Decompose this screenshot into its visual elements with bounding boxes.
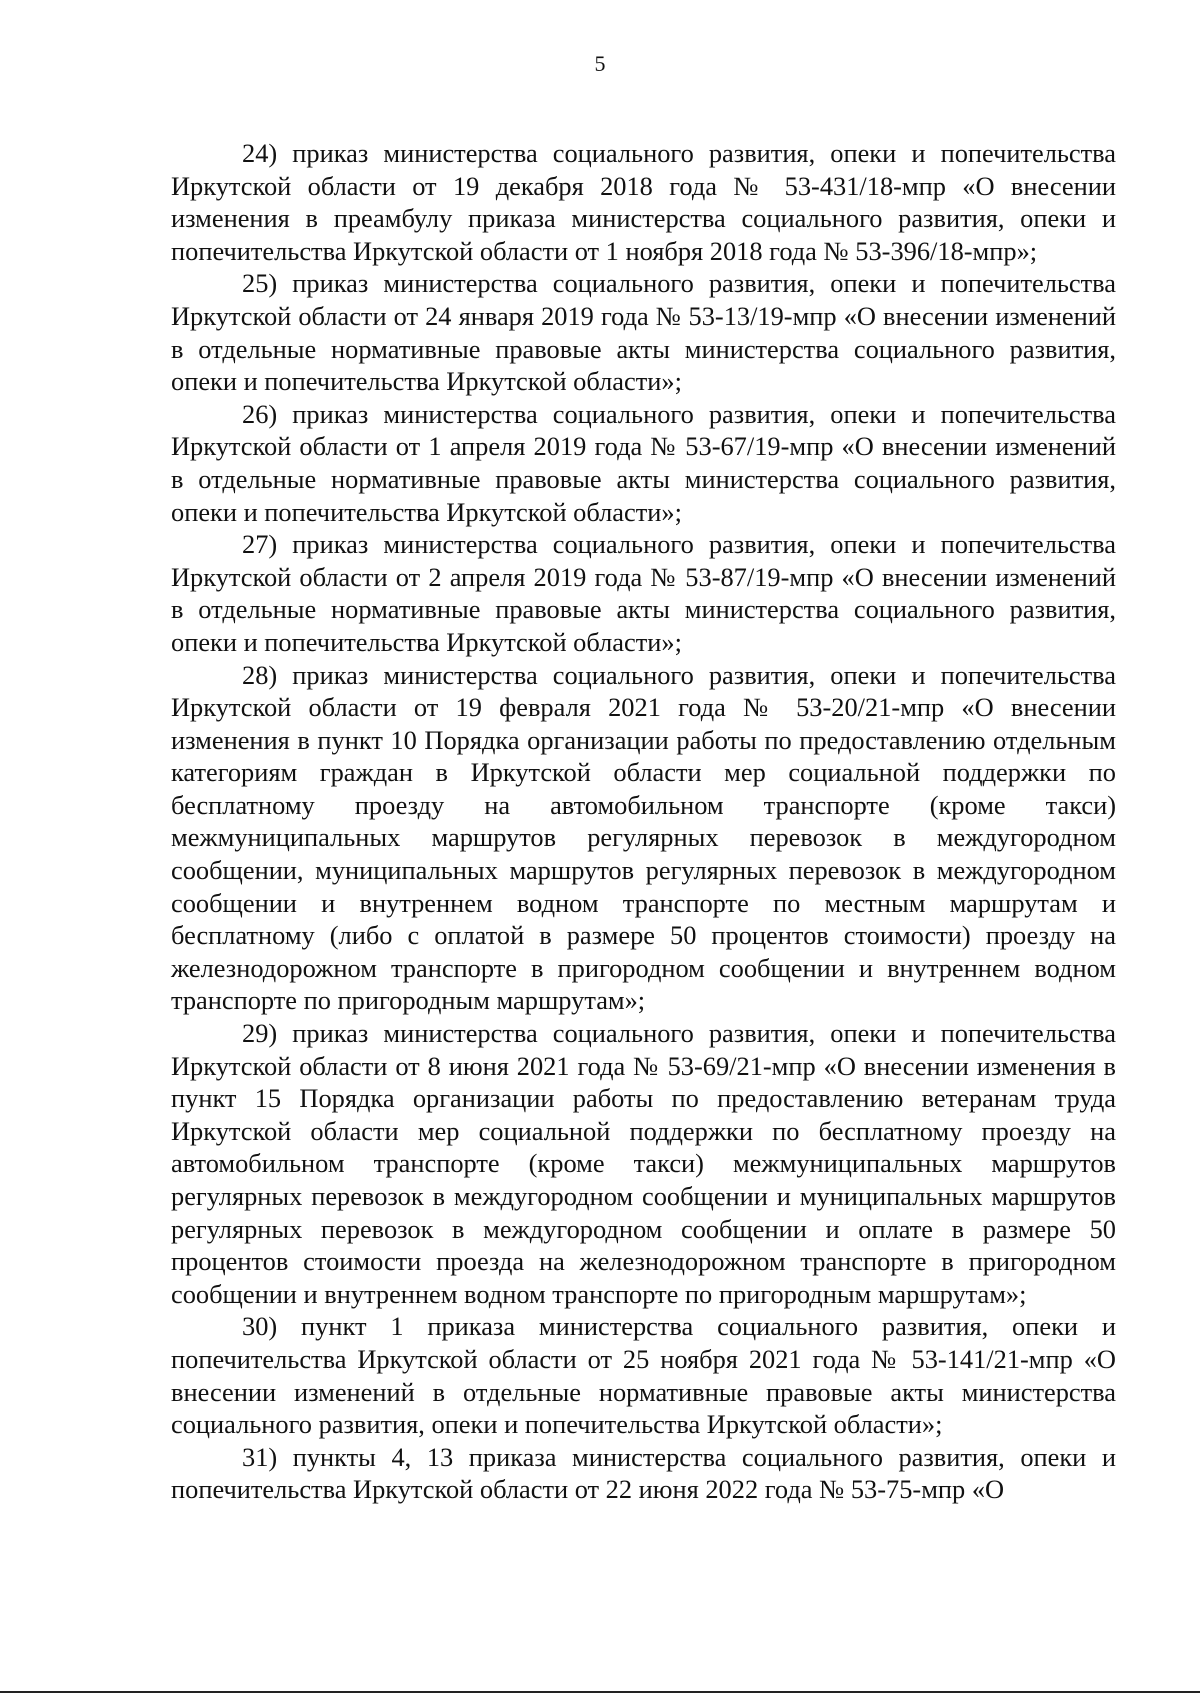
list-item-31: 31) пункты 4, 13 приказа министерства социального развития, опеки и попечительства Иркутской области от 22 июня 2022 года № 53-75-мпр «О [171,1441,1116,1505]
page-bottom-edge [0,1691,1200,1693]
list-item-30: 30) пункт 1 приказа министерства социального развития, опеки и попечительства Иркутской области от 25 ноября 2021 года № 53-141/21-мпр «О внесении изменений в отдельные нормативные правовые акты министерства социального развития, опеки и попечительства Иркутской области»; [171,1311,1116,1440]
document-body [171,137,1116,1506]
list-item-24: 24) приказ министерства социального развития, опеки и попечительства Иркутской области от 19 декабря 2018 года № 53-431/18-мпр «О внесении изменения в преамбулу приказа министерства социального развития, опеки и попечительства Иркутской области от 1 ноября 2018 года № 53-396/18-мпр»; [171,138,1116,266]
list-item-26: 26) приказ министерства социального развития, опеки и попечительства Иркутской области от 1 апреля 2019 года № 53-67/19-мпр «О внесении изменений в отдельные нормативные правовые акты министерства социального развития, опеки и попечительства Иркутской области»; [171,398,1116,527]
list-item-27: 27) приказ министерства социального развития, опеки и попечительства Иркутской области от 2 апреля 2019 года № 53-87/19-мпр «О внесении изменений в отдельные нормативные правовые акты министерства социального развития, опеки и попечительства Иркутской области»; [171,529,1116,657]
list-item-28: 28) приказ министерства социального развития, опеки и попечительства Иркутской области от 19 февраля 2021 года № 53-20/21-мпр «О внесении изменения в пункт 10 Порядка организации работы по предоставлению отдельным категориям граждан в Иркутской области мер социальной поддержки по бесплатному проезду на автомобильном транспорте (кроме такси) межмуниципальных маршрутов регулярных перевозок в междугородном сообщении, муниципальных маршрутов регулярных перевозок в междугородном сообщении и внутреннем водном транспорте по местным маршрутам и бесплатному (либо с оплатой в размере 50 процентов стоимости) проезду на железнодорожном транспорте в пригородном сообщении и внутреннем водном транспорте по пригородным маршрутам»; [171,659,1116,1016]
page-number: 5 [594,51,606,76]
list-item-29: 29) приказ министерства социального развития, опеки и попечительства Иркутской области от 8 июня 2021 года № 53-69/21-мпр «О внесении изменения в пункт 15 Порядка организации работы по предоставлению ветеранам труда Иркутской области мер социальной поддержки по бесплатному проезду на автомобильном транспорте (кроме такси) межмуниципальных маршрутов регулярных перевозок в междугородном сообщении и муниципальных маршрутов регулярных перевозок в междугородном сообщении и оплате в размере 50 процентов стоимости проезда на железнодорожном транспорте в пригородном сообщении и внутреннем водном транспорте по пригородным маршрутам»; [171,1018,1116,1309]
list-item-25: 25) приказ министерства социального развития, опеки и попечительства Иркутской области от 24 января 2019 года № 53-13/19-мпр «О внесении изменений в отдельные нормативные правовые акты министерства социального развития, опеки и попечительства Иркутской области»; [171,268,1116,397]
